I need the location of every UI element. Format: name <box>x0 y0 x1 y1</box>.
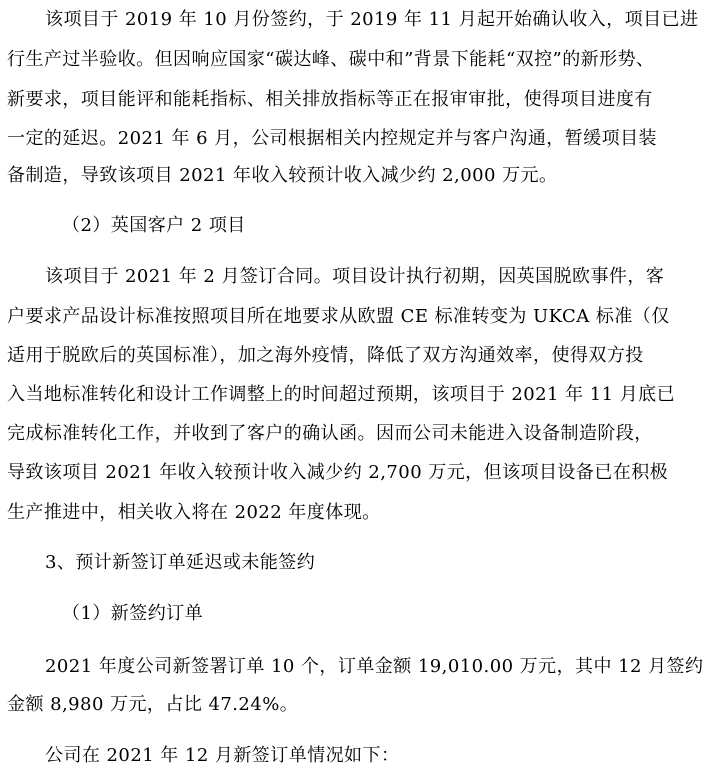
paragraph-line: 导致该项目 2021 年收入较预计收入减少约 2,700 万元，但该项目设备已在积极 <box>7 462 669 483</box>
paragraph-line: 备制造，导致该项目 2021 年收入较预计收入减少约 2,000 万元。 <box>7 165 558 186</box>
paragraph-line: 入当地标准转化和设计工作调整上的时间超过预期，该项目于 2021 年 11 月底已 <box>7 384 676 405</box>
paragraph-line: 户要求产品设计标准按照项目所在地要求从欧盟 CE 标准转变为 UKCA 标准（仅 <box>7 306 670 327</box>
paragraph-line: 生产推进中，相关收入将在 2022 年度体现。 <box>7 502 381 523</box>
paragraph-line: 金额 8,980 万元，占比 47.24%。 <box>7 694 299 715</box>
paragraph-line: 公司在 2021 年 12 月新签订单情况如下： <box>45 745 400 766</box>
paragraph-line: 一定的延迟。2021 年 6 月，公司根据相关内控规定并与客户沟通，暂缓项目装 <box>7 128 657 149</box>
paragraph-line: 行生产过半验收。但因响应国家“碳达峰、碳中和”背景下能耗“双控”的新形势、 <box>7 49 655 70</box>
paragraph-line: 新要求，项目能评和能耗指标、相关排放指标等正在报审审批，使得项目进度有 <box>7 89 653 110</box>
paragraph-line: 适用于脱欧后的英国标准），加之海外疫情，降低了双方沟通效率，使得双方投 <box>7 345 644 366</box>
paragraph-line: 2021 年度公司新签署订单 10 个，订单金额 19,010.00 万元，其中 12 月签约 <box>45 656 704 677</box>
subsection-heading: （1）新签约订单 <box>62 603 204 624</box>
section-heading: 3、预计新签订单延迟或未能签约 <box>45 552 316 573</box>
paragraph-line: 完成标准转化工作，并收到了客户的确认函。因而公司未能进入设备制造阶段， <box>7 423 653 444</box>
section-heading: （2）英国客户 2 项目 <box>62 215 246 236</box>
paragraph-line: 该项目于 2019 年 10 月份签约，于 2019 年 11 月起开始确认收入，项目已进 <box>45 9 699 30</box>
paragraph-line: 该项目于 2021 年 2 月签订合同。项目设计执行初期，因英国脱欧事件，客 <box>45 266 665 287</box>
